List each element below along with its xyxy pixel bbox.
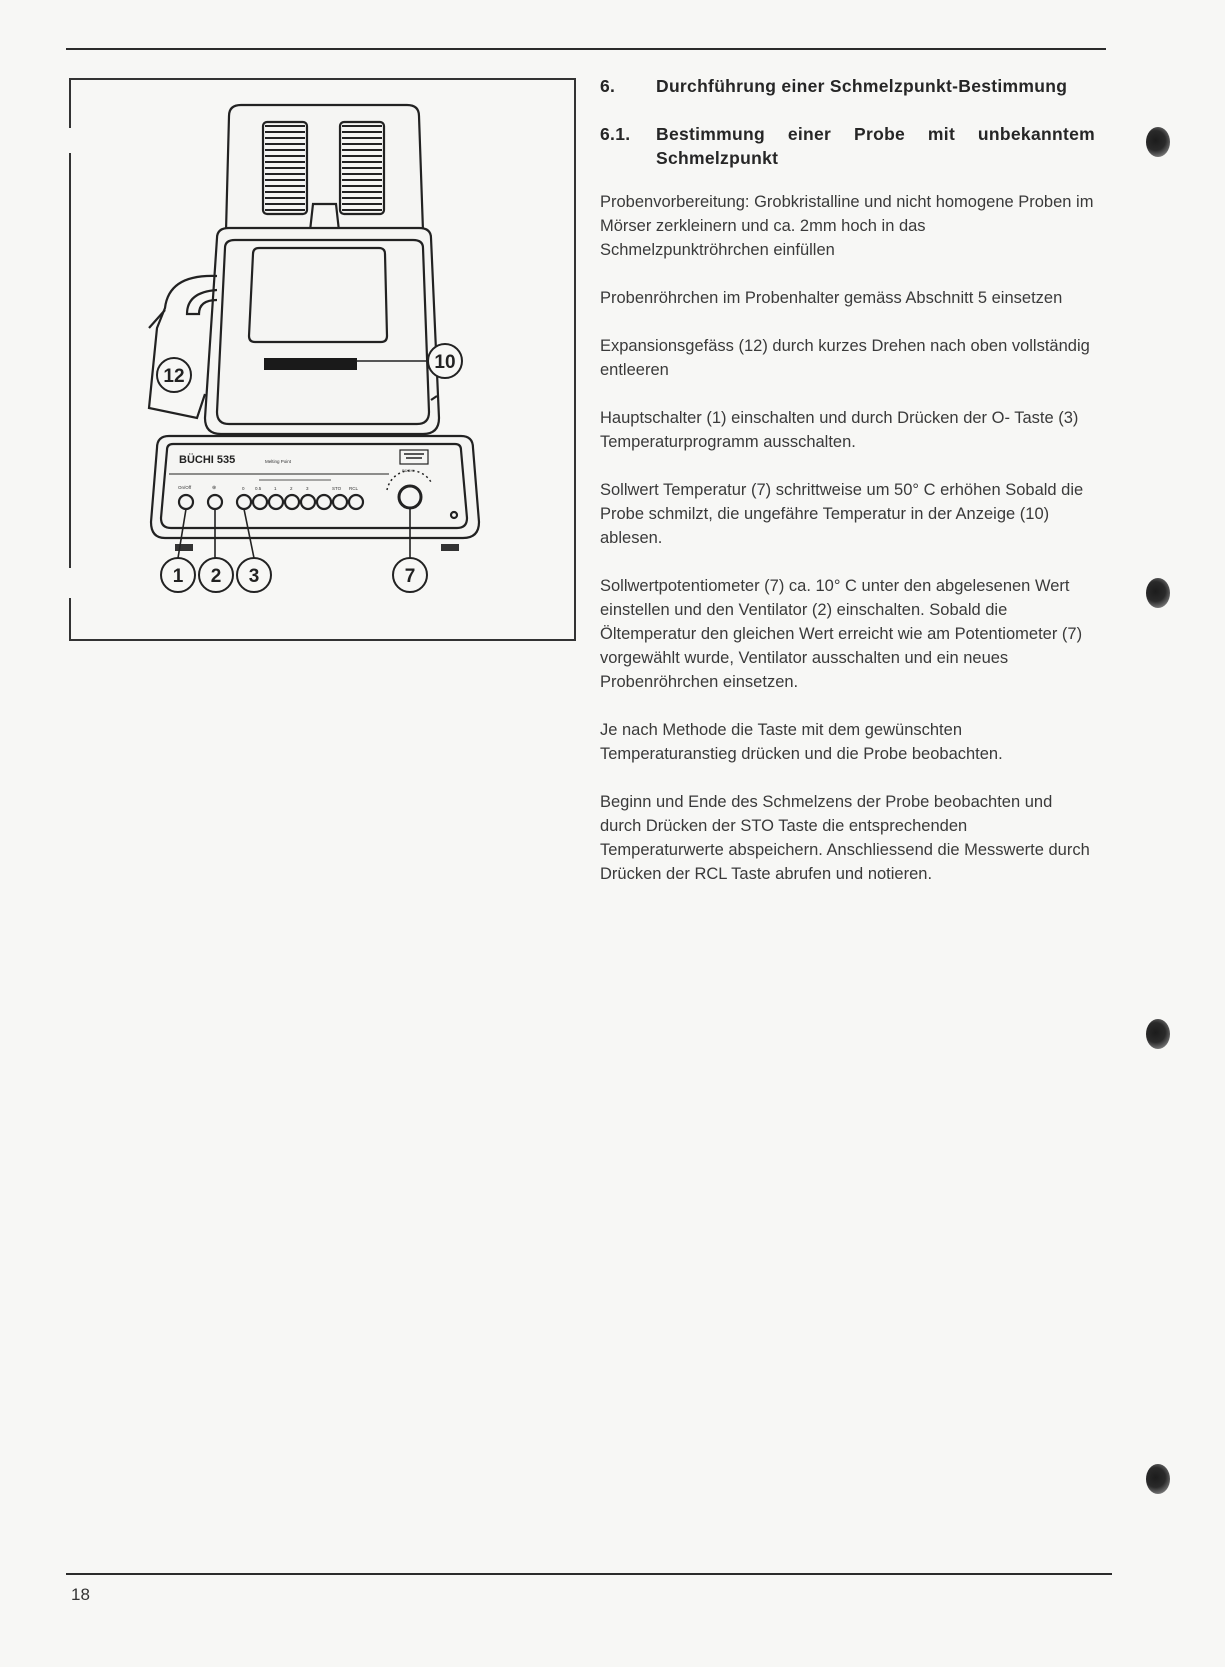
paragraph-store-recall: Beginn und Ende des Schmelzens der Probe beobachten und durch Drücken der STO Taste die entsprechenden Temperaturwerte abspeichern. Anschliessend die Messwerte durch Drücken der RCL Taste abrufen und notieren. <box>600 793 1090 883</box>
bottom-rule <box>66 1573 1112 1575</box>
binder-hole <box>1146 1019 1170 1049</box>
binder-hole <box>1146 127 1170 157</box>
button-label-05: 0.5 <box>255 486 262 491</box>
button-label-fan: ⊛ <box>212 485 217 491</box>
callout-7 <box>393 558 427 592</box>
paragraph-insert-tubes: Probenröhrchen im Probenhalter gemäss Abschnitt 5 einsetzen <box>600 289 1063 307</box>
button-label-1: 1 <box>274 486 277 491</box>
paragraph-expansion-vessel: Expansionsgefäss (12) durch kurzes Drehen nach oben vollständig entleeren <box>600 337 1090 379</box>
section-title: Durchführung einer Schmelzpunkt-Bestimmung <box>656 76 1068 96</box>
instruction-paragraphs <box>600 190 1095 886</box>
section-heading-6 <box>600 74 1095 98</box>
brand-label: BÜCHI 535 <box>179 454 236 466</box>
device-heating-block <box>149 228 439 434</box>
section-title: Bestimmung einer Probe mit unbekanntem Schmelzpunkt <box>656 124 1095 168</box>
callout-2 <box>199 558 233 592</box>
text-column <box>600 72 1095 886</box>
section-number: 6. <box>600 76 616 96</box>
button-label-onoff: On/Off <box>178 485 192 490</box>
device-lid <box>226 105 423 231</box>
paragraph-setpoint-temperature: Sollwert Temperatur (7) schrittweise um 50° C erhöhen Sobald die Probe schmilzt, die ungefähre Temperatur in der Anzeige (10) ablesen. <box>600 481 1084 547</box>
paragraph-method-key: Je nach Methode die Taste mit dem gewünschten Temperaturanstieg drücken und die Probe beobachten. <box>600 721 1003 763</box>
device-illustration <box>69 78 576 641</box>
page-number: 18 <box>71 1585 90 1604</box>
binder-hole <box>1146 578 1170 608</box>
button-label-rcl: RCL <box>349 486 359 491</box>
svg-text:10: 10 <box>434 352 456 373</box>
svg-text:3: 3 <box>248 566 260 587</box>
button-label-0: 0 <box>242 486 245 491</box>
button-label-2: 2 <box>290 486 293 491</box>
svg-text:1: 1 <box>172 566 184 587</box>
model-label: Melting Point <box>265 459 292 464</box>
paragraph-main-switch: Hauptschalter (1) einschalten und durch Drücken der O- Taste (3) Temperaturprogramm ausschalten. <box>600 409 1079 451</box>
button-label-3: 3 <box>306 486 309 491</box>
button-label-sto: STO <box>332 486 342 491</box>
paragraph-sample-preparation: Probenvorbereitung: Grobkristalline und nicht homogene Proben im Mörser zerkleinern und ca. 2mm hoch in das Schmelzpunktröhrchen einfüllen <box>600 193 1094 259</box>
logo-label: BÜCHI <box>402 468 415 473</box>
callout-12 <box>157 358 191 392</box>
svg-text:12: 12 <box>163 366 185 387</box>
section-heading-6-1 <box>600 122 1095 170</box>
section-number: 6.1. <box>600 124 631 144</box>
paragraph-setpoint-potentiometer: Sollwertpotentiometer (7) ca. 10° C unter den abgelesenen Wert einstellen und den Ventilator (2) einschalten. Sobald die Öltemperatur den gleichen Wert erreicht wie am Potentiometer (7) vorgewählt wurde, Ventilator ausschalten und ein neues Probenröhrchen einsetzen. <box>600 577 1083 691</box>
svg-text:7: 7 <box>404 566 416 587</box>
svg-text:2: 2 <box>210 566 222 587</box>
callout-3 <box>237 558 271 592</box>
binder-hole <box>1146 1464 1170 1494</box>
callout-10 <box>428 344 462 378</box>
top-rule <box>66 48 1106 50</box>
callout-1 <box>161 558 195 592</box>
